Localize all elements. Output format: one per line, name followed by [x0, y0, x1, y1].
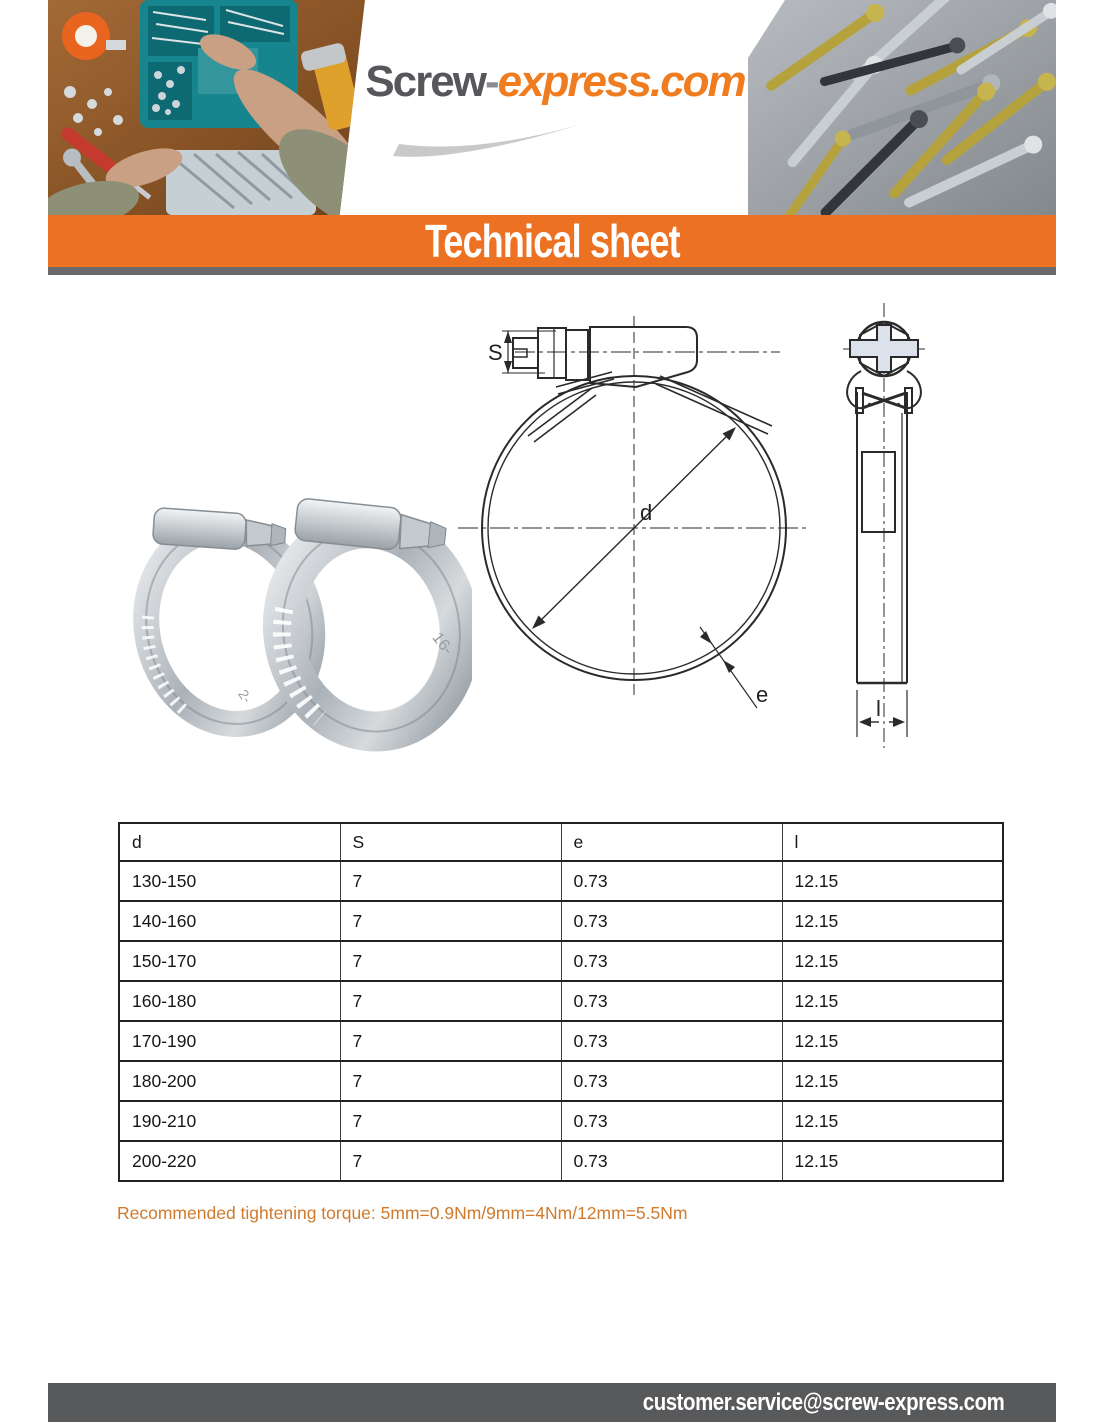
torque-note: Recommended tightening torque: 5mm=0.9Nm/9mm=4Nm/12mm=5.5Nm — [117, 1203, 688, 1223]
logo-swoosh — [387, 118, 587, 162]
cell-d: 200-220 — [119, 1141, 340, 1181]
cell-s: 7 — [340, 1021, 561, 1061]
cell-d: 130-150 — [119, 861, 340, 901]
table-row — [119, 981, 1003, 1021]
dimensions-table — [118, 822, 1004, 1182]
cell-s: 7 — [340, 1101, 561, 1141]
cell-s: 7 — [340, 1141, 561, 1181]
cell-d: 140-160 — [119, 901, 340, 941]
col-header-d: d — [119, 823, 340, 861]
table-row — [119, 941, 1003, 981]
cell-e: 0.73 — [561, 901, 782, 941]
table-row — [119, 1101, 1003, 1141]
cell-l: 12.15 — [782, 1061, 1003, 1101]
table-row — [119, 1021, 1003, 1061]
cell-e: 0.73 — [561, 981, 782, 1021]
brand-logo-hyphen: - — [484, 57, 498, 106]
brand-logo-screw: Screw — [365, 57, 485, 106]
col-header-l: l — [782, 823, 1003, 861]
workbench-photo — [48, 0, 365, 215]
cell-d: 160-180 — [119, 981, 340, 1021]
technical-sheet-banner — [48, 215, 1056, 267]
cell-e: 0.73 — [561, 1061, 782, 1101]
cell-l: 12.15 — [782, 861, 1003, 901]
cell-s: 7 — [340, 941, 561, 981]
col-header-e: e — [561, 823, 782, 861]
cell-d: 190-210 — [119, 1101, 340, 1141]
table-row — [119, 1141, 1003, 1181]
brand-logo — [335, 58, 775, 208]
table-row — [119, 1061, 1003, 1101]
cell-d: 180-200 — [119, 1061, 340, 1101]
dim-label-s: S — [488, 340, 503, 365]
dim-label-e: e — [756, 682, 769, 707]
cell-s: 7 — [340, 1061, 561, 1101]
screws-photo — [748, 0, 1056, 215]
cell-e: 0.73 — [561, 1141, 782, 1181]
table-row — [119, 901, 1003, 941]
cell-d: 150-170 — [119, 941, 340, 981]
cell-l: 12.15 — [782, 981, 1003, 1021]
cell-l: 12.15 — [782, 901, 1003, 941]
cell-d: 170-190 — [119, 1021, 340, 1061]
cell-l: 12.15 — [782, 1021, 1003, 1061]
brand-logo-text — [335, 58, 775, 106]
clamp-front-view-drawing — [450, 298, 822, 768]
cell-l: 12.15 — [782, 1141, 1003, 1181]
table-header-row — [119, 823, 1003, 861]
svg-text:2-: 2- — [235, 686, 256, 706]
banner-shadow-bar — [48, 267, 1056, 275]
col-header-s: S — [340, 823, 561, 861]
hose-clamps-photo — [108, 462, 472, 757]
table-row — [119, 861, 1003, 901]
clamp-band-marking: 16- — [428, 629, 457, 659]
brand-logo-express: express.com — [497, 57, 745, 106]
cell-s: 7 — [340, 861, 561, 901]
cell-l: 12.15 — [782, 941, 1003, 981]
cell-e: 0.73 — [561, 861, 782, 901]
dim-label-d: d — [640, 500, 653, 525]
cell-e: 0.73 — [561, 941, 782, 981]
footer-email[interactable]: customer.service@screw-express.com — [642, 1388, 1004, 1416]
cell-s: 7 — [340, 981, 561, 1021]
cell-s: 7 — [340, 901, 561, 941]
footer-bar — [48, 1383, 1056, 1422]
cell-l: 12.15 — [782, 1101, 1003, 1141]
cell-e: 0.73 — [561, 1101, 782, 1141]
cell-e: 0.73 — [561, 1021, 782, 1061]
dim-label-l: l — [876, 696, 881, 721]
clamp-side-view-drawing — [818, 293, 952, 755]
page-title: Technical sheet — [424, 215, 680, 267]
